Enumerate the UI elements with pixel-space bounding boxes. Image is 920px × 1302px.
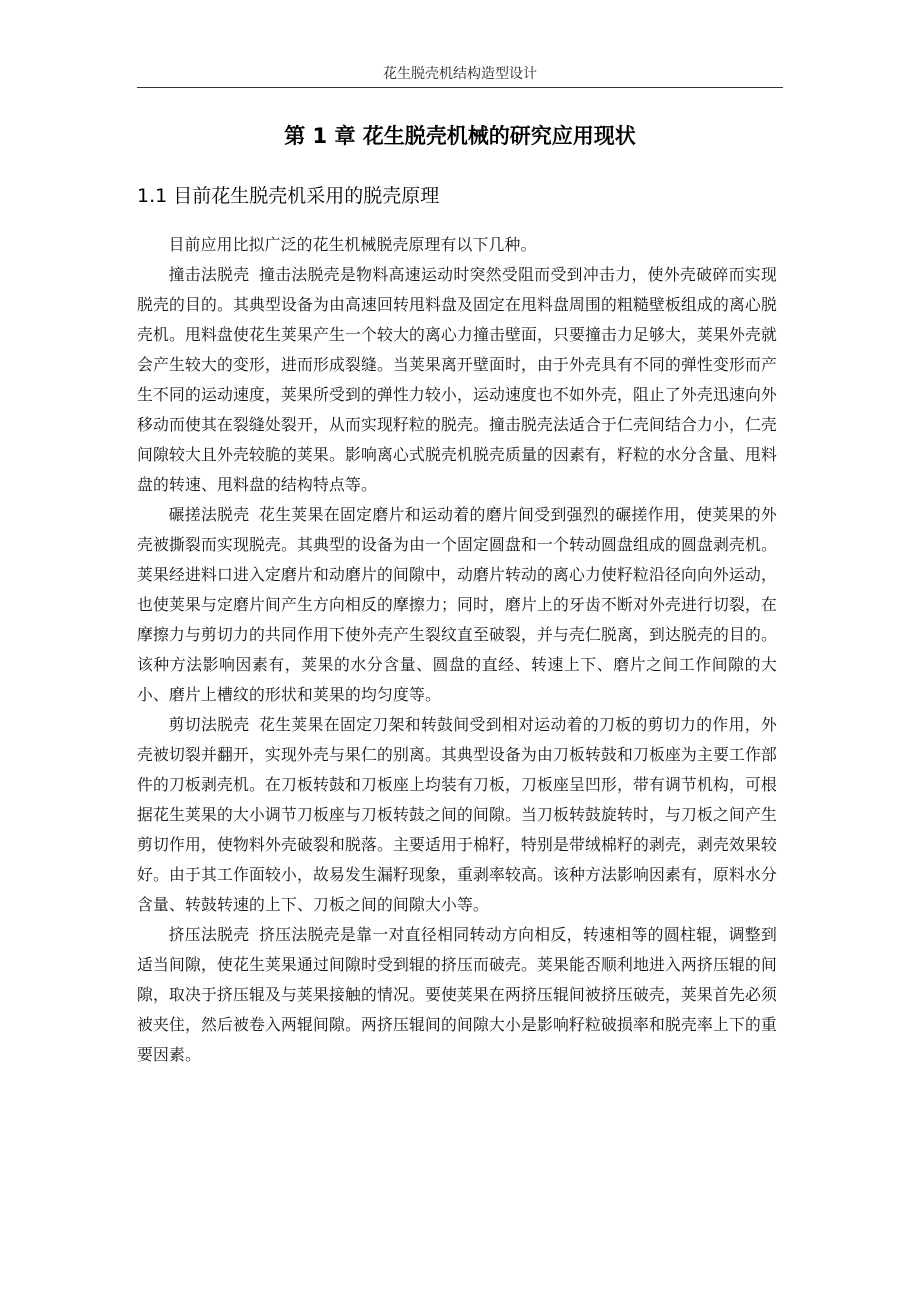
paragraph-squeezing <box>137 920 777 1070</box>
paragraph-rubbing-lead: 碾搓法脱壳 <box>168 505 250 524</box>
paragraph-intro-text: 目前应用比拟广泛的花生机械脱壳原理有以下几种。 <box>168 235 537 254</box>
paragraph-shearing-lead: 剪切法脱壳 <box>168 715 250 734</box>
paragraph-squeezing-lead: 挤压法脱壳 <box>168 925 250 944</box>
running-header: 花生脱壳机结构造型设计 <box>137 64 783 88</box>
paragraph-impact <box>137 260 777 500</box>
paragraph-squeezing-text: 挤压法脱壳是靠一对直径相同转动方向相反，转速相等的圆柱辊，调整到适当间隙，使花生荚果通过间隙时受到辊的挤压而破壳。荚果能否顺利地进入两挤压辊的间隙，取决于挤压辊及与荚果接触的情况。要使荚果在两挤压辊间被挤压破壳，荚果首先必须被夹住，然后被卷入两辊间隙。两挤压辊间的间隙大小是影响籽粒破损率和脱壳率上下的重要因素。 <box>137 925 777 1064</box>
chapter-title: 第 1 章 花生脱壳机械的研究应用现状 <box>284 124 636 148</box>
paragraph-intro <box>137 230 777 260</box>
body-text <box>137 230 777 1070</box>
paragraph-impact-lead: 撞击法脱壳 <box>168 265 250 284</box>
section-title: 1.1 目前花生脱壳机采用的脱壳原理 <box>137 185 440 207</box>
paragraph-impact-text: 撞击法脱壳是物料高速运动时突然受阻而受到冲击力，使外壳破碎而实现脱壳的目的。其典型设备为由高速回转甩料盘及固定在甩料盘周围的粗糙壁板组成的离心脱壳机。甩料盘使花生荚果产生一个较大的离心力撞击壁面，只要撞击力足够大，荚果外壳就会产生较大的变形，进而形成裂缝。当荚果离开壁面时，由于外壳具有不同的弹性变形而产生不同的运动速度，荚果所受到的弹性力较小，运动速度也不如外壳，阻止了外壳迅速向外移动而使其在裂缝处裂开，从而实现籽粒的脱壳。撞击脱壳法适合于仁壳间结合力小，仁壳间隙较大且外壳较脆的荚果。影响离心式脱壳机脱壳质量的因素有，籽粒的水分含量、甩料盘的转速、甩料盘的结构特点等。 <box>137 265 777 494</box>
paragraph-shearing-text: 花生荚果在固定刀架和转鼓间受到相对运动着的刀板的剪切力的作用，外壳被切裂并翻开，实现外壳与果仁的别离。其典型设备为由刀板转鼓和刀板座为主要工作部件的刀板剥壳机。在刀板转鼓和刀板座上均装有刀板，刀板座呈凹形，带有调节机构，可根据花生荚果的大小调节刀板座与刀板转鼓之间的间隙。当刀板转鼓旋转时，与刀板之间产生剪切作用，使物料外壳破裂和脱落。主要适用于棉籽，特别是带绒棉籽的剥壳，剥壳效果较好。由于其工作面较小，故易发生漏籽现象，重剥率较高。该种方法影响因素有，原料水分含量、转鼓转速的上下、刀板之间的间隙大小等。 <box>137 715 777 914</box>
paragraph-shearing <box>137 710 777 920</box>
paragraph-rubbing-text: 花生荚果在固定磨片和运动着的磨片间受到强烈的碾搓作用，使荚果的外壳被撕裂而实现脱壳。其典型的设备为由一个固定圆盘和一个转动圆盘组成的圆盘剥壳机。荚果经进料口进入定磨片和动磨片的间隙中，动磨片转动的离心力使籽粒沿径向向外运动，也使荚果与定磨片间产生方向相反的摩擦力；同时，磨片上的牙齿不断对外壳进行切裂，在摩擦力与剪切力的共同作用下使外壳产生裂纹直至破裂，并与壳仁脱离，到达脱壳的目的。该种方法影响因素有，荚果的水分含量、圆盘的直经、转速上下、磨片之间工作间隙的大小、磨片上槽纹的形状和荚果的均匀度等。 <box>137 505 777 704</box>
paragraph-rubbing <box>137 500 777 710</box>
